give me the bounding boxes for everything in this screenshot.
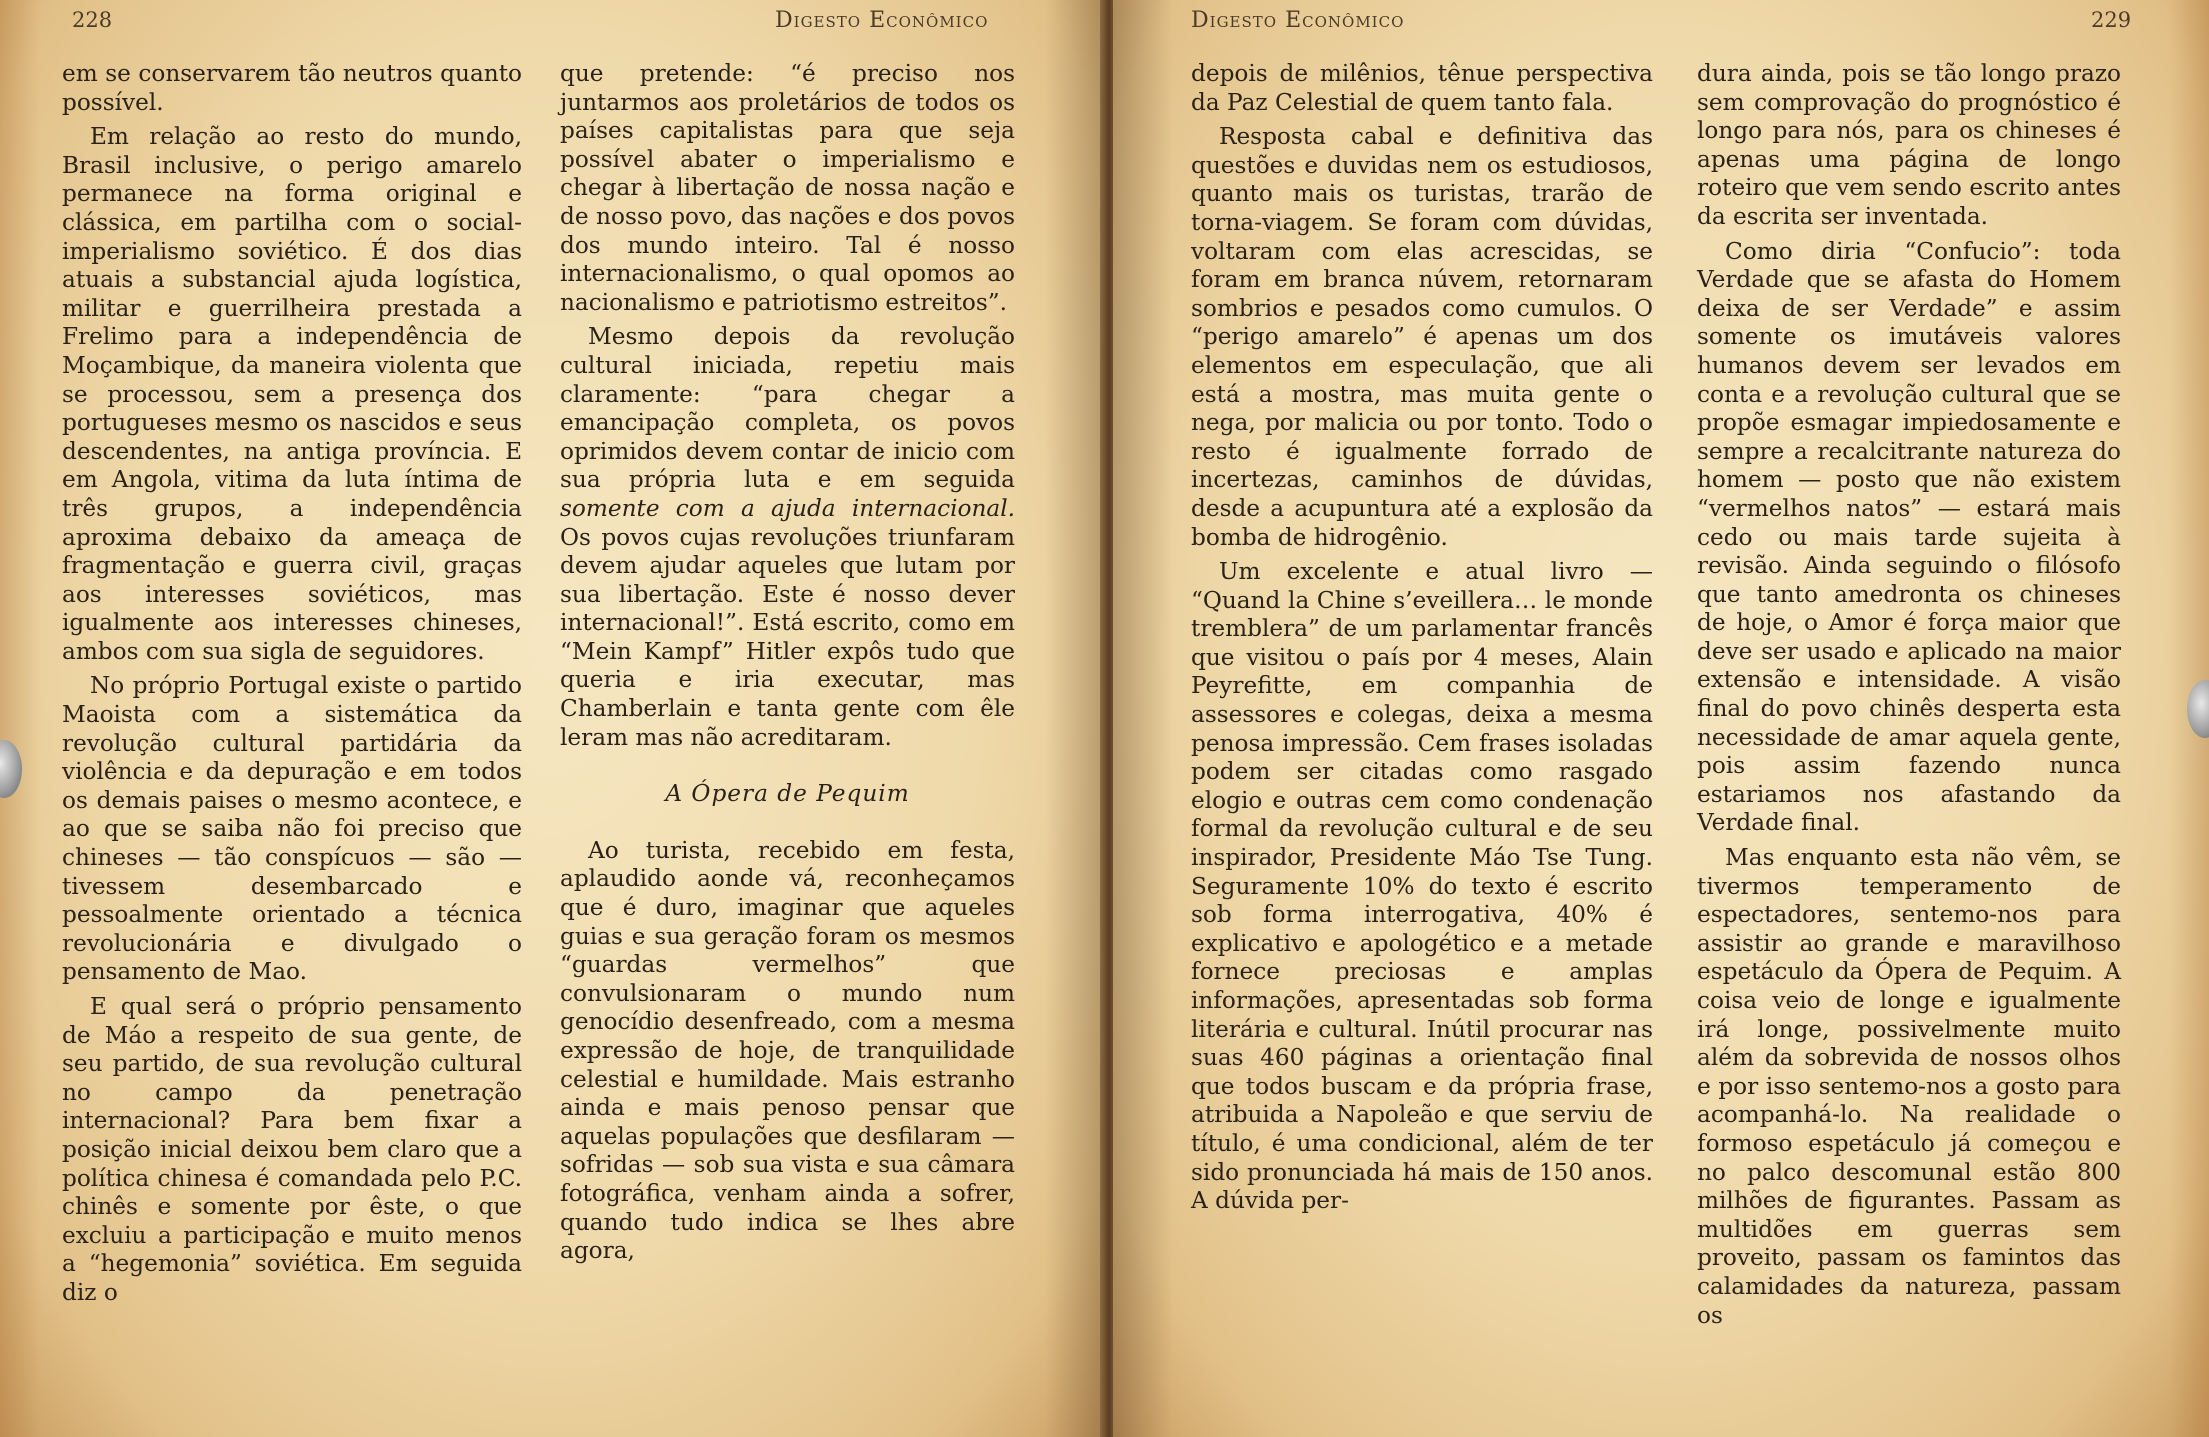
left-column-2 <box>560 60 1015 1266</box>
paragraph: E qual será o próprio pensamento de Máo a respeito de sua gente, de seu partido, de sua revolução cultural no campo da penetração internacional? Para bem fixar a posição inicial deixou bem claro que a política chinesa é comandada pelo P.C. chinês e somente por êste, o que excluiu a participação e muito menos a “hegemonia” soviética. Em seguida diz o <box>62 993 522 1306</box>
paragraph: que pretende: “é preciso nos juntarmos aos proletários de todos os países capitalistas para que seja possível abater o imperialismo e chegar à libertação de nossa nação e de nosso povo, das nações e dos povos dos mundo inteiro. Tal é nosso internacionalismo, o qual opomos ao nacionalismo e patriotismo estreitos”. <box>560 60 1015 316</box>
paragraph: Como diria “Confucio”: toda Verdade que se afasta do Homem deixa de ser Verdade” e assim somente os imutáveis valores humanos devem ser levados em conta e a revolução cultural que se propõe esmagar impiedosamente e sempre a recalcitrante natureza do homem — posto que não existem “vermelhos natos” — estará mais cedo ou mais tarde sujeita à revisão. Ainda seguindo o filósofo que tanto amedronta os chineses de hoje, o Amor é força maior que deve ser usado e aplicado na maior extensão e intensidade. A visão final do povo chinês desperta esta necessidade de amar aquela gente, pois assim fazendo nunca estariamos nos afastando da Verdade final. <box>1697 237 2121 837</box>
running-head-right: Digesto Econômico <box>1191 8 1405 33</box>
paragraph: No próprio Portugal existe o partido Maoista com a sistemática da revolução cultural partidária da violência e da depuração e em todos os demais paises o mesmo acontece, e ao que se saiba não foi preciso que chineses — tão conspícuos — são — tivessem desembarcado e pessoalmente orientado a técnica revolucionária e divulgado o pensamento de Mao. <box>62 672 522 986</box>
paragraph: dura ainda, pois se tão longo prazo sem comprovação do prognóstico é longo para nós, para os chineses é apenas uma página de longo roteiro que vem sendo escrito antes da escrita ser inventada. <box>1697 60 2121 230</box>
paragraph: em se conservarem tão neutros quanto possível. <box>62 60 522 116</box>
page-number-right: 229 <box>2091 8 2132 32</box>
right-column-1 <box>1191 60 1653 1216</box>
paragraph: Mas enquanto esta não vêm, se tivermos temperamento de espectadores, sentemo-nos para assistir ao grande e maravilhoso espetáculo da Ópera de Pequim. A coisa veio de longe e igualmente irá longe, possivelmente muito além da sobrevida de nossos olhos e por isso sentemo-nos a gosto para acompanhá-lo. Na realidade o formoso espetáculo já começou e no palco descomunal estão 800 milhões de figurantes. Passam as multidões em guerras sem proveito, passam os famintos das calamidades da natureza, passam os <box>1697 844 2121 1329</box>
paragraph: Um excelente e atual livro — “Quand la Chine s’eveillera… le monde tremblera” de um parlamentar francês que visitou o país por 4 meses, Alain Peyrefitte, em companhia de assessores e colegas, deixa a mesma penosa impressão. Cem frases isoladas podem ser citadas como rasgado elogio e outras cem como condenação formal da revolução cultural e de seu inspirador, Presidente Máo Tse Tung. Seguramente 10% do texto é escrito sob forma interrogativa, 40% é explicativo e apologético e a metade fornece preciosas e amplas informações, apresentadas sob forma literária e cultural. Inútil procurar nas suas 460 páginas a orientação final que todos buscam e da própria frase, atribuida a Napoleão e que serviu de título, é uma condicional, além de ter sido pronunciada há mais de 150 anos. A dúvida per- <box>1191 558 1653 1215</box>
paragraph <box>560 323 1015 752</box>
page-number-left: 228 <box>72 8 113 32</box>
right-column-2 <box>1697 60 2121 1330</box>
italic-emphasis: somente com a ajuda internacional. <box>560 494 1015 522</box>
paragraph-text: Os povos cujas revoluções triunfaram devem ajudar aqueles que lutam por sua libertação. Este é nosso dever internacional!”. Está escrito, como em “Mein Kampf” Hitler expôs tudo que queria e iria executar, mas Chamberlain e tanta gente com êle leram mas não acreditaram. <box>560 523 1015 751</box>
running-head-left: Digesto Econômico <box>775 8 989 33</box>
right-page <box>1113 0 2209 1437</box>
paragraph-text: Mesmo depois da revolução cultural iniciada, repetiu mais claramente: “para chegar a emancipação completa, os povos oprimidos devem contar de inicio com sua própria luta e em seguida <box>560 323 1015 494</box>
section-heading: A Ópera de Pequim <box>665 780 910 808</box>
paragraph: Ao turista, recebido em festa, aplaudido aonde vá, reconheçamos que é duro, imaginar que aqueles guias e sua geração foram os mesmos “guardas vermelhos” que convulsionaram o mundo num genocídio desenfreado, com a mesma expressão de hoje, de tranquilidade celestial e humildade. Mais estranho ainda e mais penoso pensar que aquelas populações que desfilaram — sofridas — sob sua vista e sua câmara fotográfica, venham ainda a sofrer, quando tudo indica se lhes abre agora, <box>560 836 1015 1265</box>
paragraph: Resposta cabal e definitiva das questões e duvidas nem os estudiosos, quanto mais os turistas, trarão de torna-viagem. Se foram com dúvidas, voltaram com elas acrescidas, se foram em branca núvem, retornaram sombrios e pesados como cumulos. O “perigo amarelo” é apenas um dos elementos em especulação, que ali está a mostra, mas muita gente o nega, por malicia ou por tonto. Todo o resto é igualmente forrado de incertezas, caminhos de dúvidas, desde a acupuntura até a explosão da bomba de hidrogênio. <box>1191 123 1653 551</box>
paragraph: depois de milênios, tênue perspectiva da Paz Celestial de quem tanto fala. <box>1191 60 1653 116</box>
paragraph: Em relação ao resto do mundo, Brasil inclusive, o perigo amarelo permanece na forma original e clássica, em partilha com o social-imperialismo soviético. É dos dias atuais a substancial ajuda logística, militar e guerrilheira prestada a Frelimo para a independência de Moçambique, da maneira violenta que se processou, sem a presença dos portugueses mesmo os nascidos e seus descendentes, na antiga província. E em Angola, vitima da luta íntima de três grupos, a independência aproxima debaixo da ameaça de fragmentação e guerra civil, graças aos interesses soviéticos, mas igualmente aos interesses chineses, ambos com sua sigla de seguidores. <box>62 123 522 665</box>
left-column-1 <box>62 60 522 1308</box>
